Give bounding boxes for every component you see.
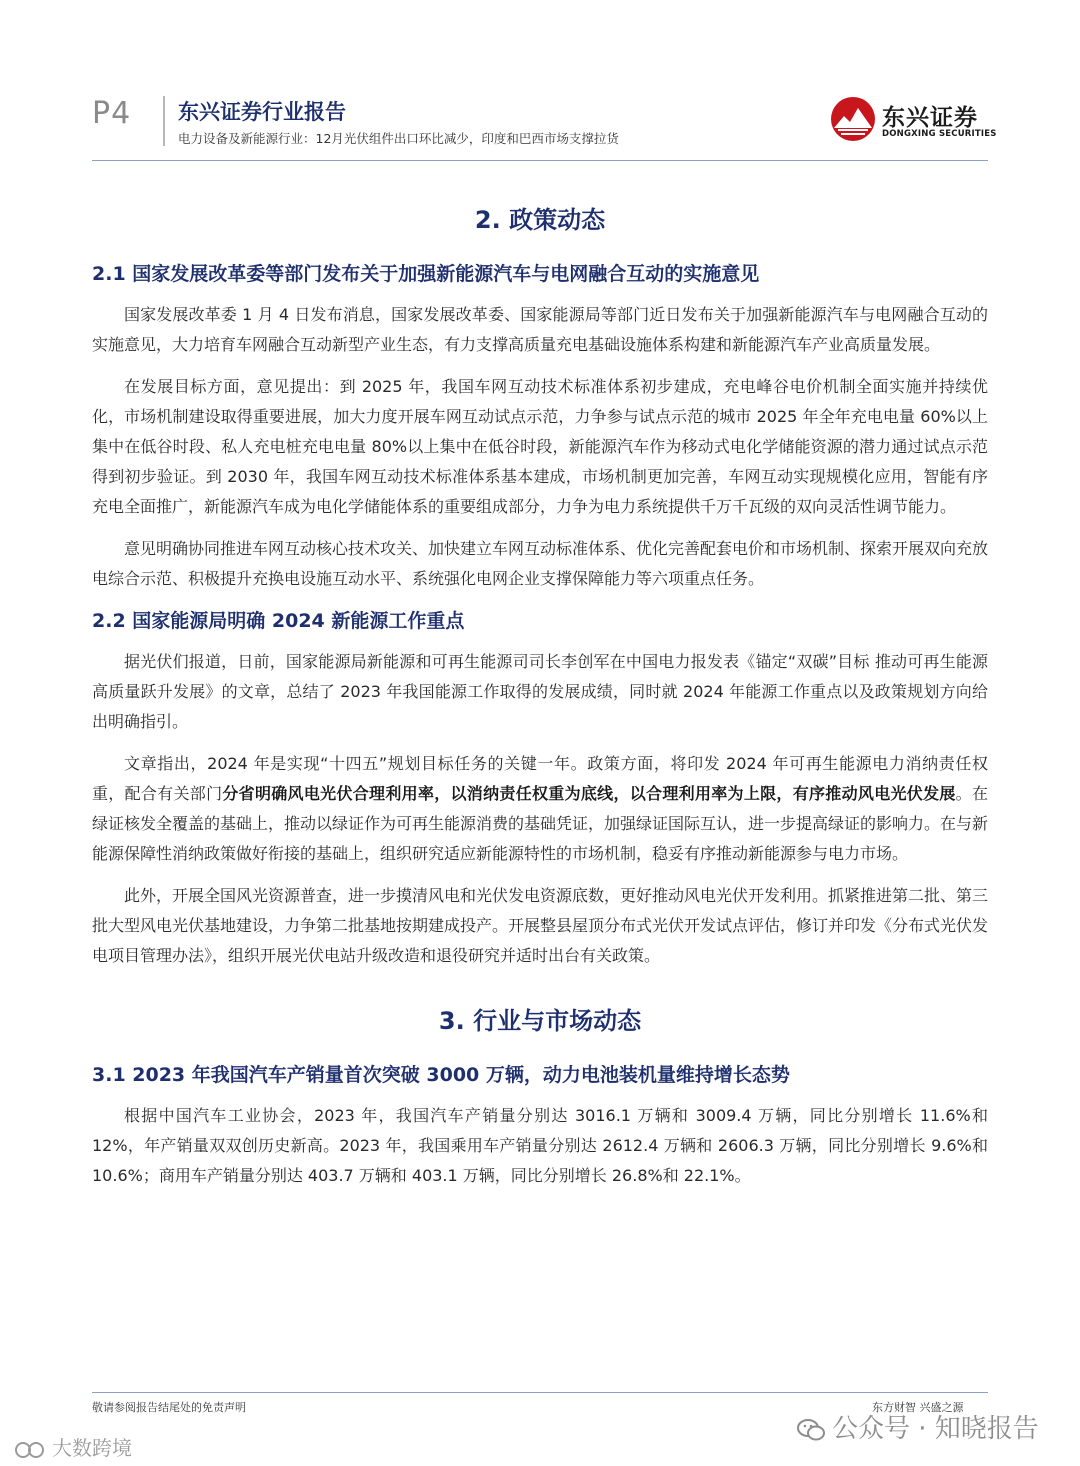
bold-emphasis: 分省明确风电光伏合理利用率，以消纳责任权重为底线，以合理利用率为上限，有序推动风电光伏发展 xyxy=(222,784,956,803)
paragraph: 此外，开展全国风光资源普查，进一步摸清风电和光伏发电资源底数，更好推动风电光伏开发利用。抓紧推进第二批、第三批大型风电光伏基地建设，力争第二批基地按期建成投产。开展整县屋顶分布式光伏开发试点评估，修订并印发《分布式光伏发电项目管理办法》，组织开展光伏电站升级改造和退役研究并适时出台有关政策。 xyxy=(92,886,989,965)
report-title: 东兴证券行业报告 xyxy=(178,100,346,124)
section-heading-2: 2. 政策动态 xyxy=(474,206,606,234)
watermark-public-account xyxy=(796,1408,1039,1445)
paragraph: 据光伏们报道，日前，国家能源局新能源和可再生能源司司长李创军在中国电力报发表《锚定“双碳”目标 推动可再生能源高质量跃升发展》的文章，总结了 2023 年我国能源工作取得的发展成绩，同时就 2024 年能源工作重点以及政策规划方向给出明确指引。 xyxy=(92,652,988,731)
paragraph: 根据中国汽车工业协会，2023 年，我国汽车产销量分别达 3016.1 万辆和 3009.4 万辆，同比分别增长 11.6%和 12%，年产销量双双创历史新高。2023 年，我国乘用车产销量分别达 2612.4 万辆和 2606.3 万辆，同比分别增长 9.6%和 10.6%；商用车产销量分别达 403.7 万辆和 403.1 万辆，同比分别增长 26.8%和 22.1%。 xyxy=(92,1106,988,1185)
footer-slogan: 东方财智 兴盛之源 xyxy=(872,1401,964,1414)
report-body xyxy=(92,200,988,1203)
section-heading-3: 3. 行业与市场动态 xyxy=(438,1007,642,1035)
subsection-heading-3-1: 3.1 2023 年我国汽车产销量首次突破 3000 万辆，动力电池装机量维持增长态势 xyxy=(92,1064,790,1086)
logo-text-en: DONGXING SECURITIES xyxy=(882,129,997,139)
watermark-logo-icon xyxy=(14,1439,48,1461)
watermark-brand xyxy=(14,1432,132,1461)
paragraph: 意见明确协同推进车网互动核心技术攻关、加快建立车网互动标准体系、优化完善配套电价和市场机制、探索开展双向充放电综合示范、积极提升充换电设施互动水平、系统强化电网企业支撑保障能力等六项重点任务。 xyxy=(92,539,989,588)
logo-text-cn: 东兴证券 xyxy=(882,105,978,131)
report-subtitle: 电力设备及新能源行业：12月光伏组件出口环比减少，印度和巴西市场支撑拉货 xyxy=(178,131,619,146)
subsection-heading-2-2: 2.2 国家能源局明确 2024 新能源工作重点 xyxy=(92,610,465,632)
paragraph: 国家发展改革委 1 月 4 日发布消息，国家发展改革委、国家能源局等部门近日发布关于加强新能源汽车与电网融合互动的实施意见，大力培育车网融合互动新型产业生态，有力支撑高质量充电基础设施体系构建和新能源汽车产业高质量发展。 xyxy=(92,305,988,354)
header-rule xyxy=(92,160,988,161)
subsection-heading-2-1: 2.1 国家发展改革委等部门发布关于加强新能源汽车与电网融合互动的实施意见 xyxy=(92,263,760,285)
watermark-left-text: 大数跨境 xyxy=(52,1436,132,1460)
watermark-right-text: 公众号 · 知晓报告 xyxy=(832,1414,1039,1444)
page-number: P4 xyxy=(92,96,132,131)
footer-rule xyxy=(92,1392,988,1393)
logo-mountain-icon xyxy=(830,96,876,142)
paragraph-text: 。在绿证核发全覆盖的基础上，推动以绿证作为可再生能源消费的基础凭证，加强绿证国际互认，进一步提高绿证的影响力。在与新能源保障性消纳政策做好衔接的基础上，组织研究适应新能源特性的市场机制，稳妥有序推动新能源参与电力市场。 xyxy=(92,784,989,863)
company-logo xyxy=(830,96,997,146)
paragraph xyxy=(92,749,988,869)
header-divider xyxy=(163,96,165,146)
paragraph-text: 文章指出，2024 年是实现“十四五”规划目标任务的关键一年。政策方面，将印发 2024 年可再生能源电力消纳责任权重，配合有关部门 xyxy=(92,754,988,803)
paragraph: 在发展目标方面，意见提出：到 2025 年，我国车网互动技术标准体系初步建成，充电峰谷电价机制全面实施并持续优化，市场机制建设取得重要进展，加大力度开展车网互动试点示范，力争参与试点示范的城市 2025 年全年充电电量 60%以上集中在低谷时段、私人充电桩充电电量 80%以上集中在低谷时段，新能源汽车作为移动式电化学储能资源的潜力通过试点示范得到初步验证。到 2030 年，我国车网互动技术标准体系基本建成，市场机制更加完善，车网互动实现规模化应用，智能有序充电全面推广，新能源汽车成为电化学储能体系的重要组成部分，力争为电力系统提供千万千瓦级的双向灵活性调节能力。 xyxy=(92,377,988,516)
footer-disclaimer: 敬请参阅报告结尾处的免责声明 xyxy=(92,1401,246,1414)
wechat-icon xyxy=(796,1417,826,1443)
